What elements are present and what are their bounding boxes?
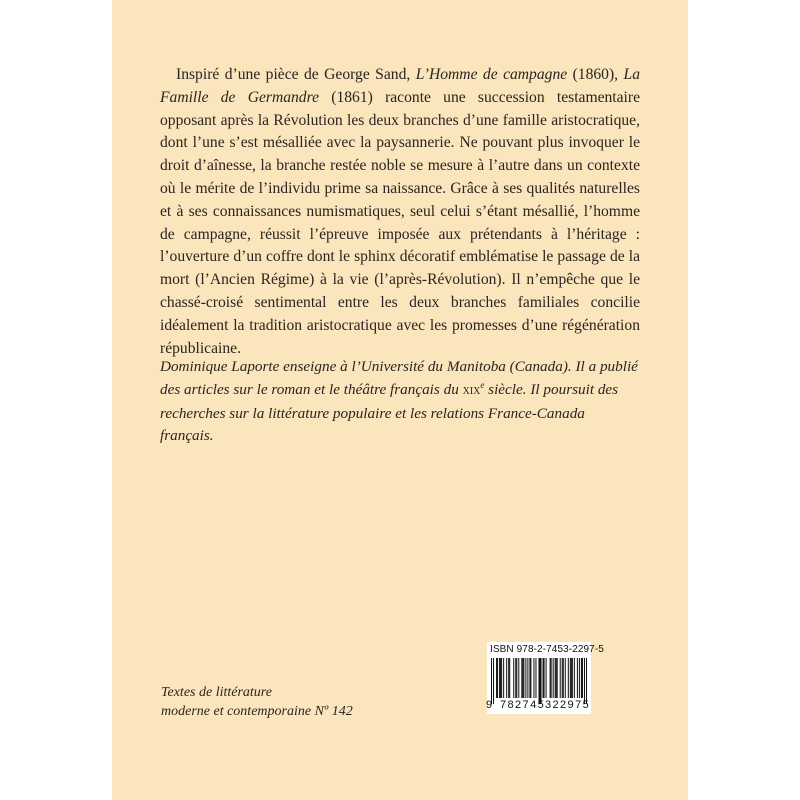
barcode-bar (525, 658, 526, 698)
barcode-bar (533, 658, 534, 698)
barcode-bar (543, 658, 544, 698)
barcode-bar (538, 658, 539, 704)
barcode-bar (582, 658, 583, 698)
isbn-label: ISBN 978-2-7453-2297-5 (490, 644, 604, 655)
barcode-bar (579, 658, 580, 698)
barcode-bar (586, 658, 587, 704)
barcode-bar (491, 658, 492, 704)
barcode-bar (493, 658, 494, 704)
barcode-digit-first: 9 (486, 699, 493, 711)
barcode-bar (581, 658, 582, 698)
barcode-bar (572, 658, 573, 698)
series-line-2: moderne et contemporaine Nº 142 (161, 704, 353, 720)
barcode-bar (523, 658, 524, 698)
barcode-bar (509, 658, 510, 698)
barcode-bar (529, 658, 530, 698)
barcode-bar (527, 658, 528, 698)
blurb-text-2: (1860), (567, 66, 624, 83)
barcode-bar (501, 658, 502, 698)
barcode-bar (551, 658, 552, 698)
blurb-title-1: L’Homme de campagne (415, 66, 568, 83)
blurb-title-2: La Famille de Germandre (160, 66, 640, 106)
author-bio-text-1: Dominique Laporte enseigne à l’Université du Manitoba (Canada). Il a publié des articles sur le roman et le théâtre français du (160, 358, 638, 398)
barcode-bar (513, 658, 514, 698)
series-title (161, 683, 421, 722)
barcode-bar (535, 658, 536, 698)
barcode-bar (544, 658, 545, 698)
barcode-bar (521, 658, 522, 698)
barcode-bar (562, 658, 563, 698)
barcode-bar (557, 658, 558, 698)
century-numeral: xix (462, 382, 481, 398)
barcode-bar (546, 658, 547, 698)
barcode-bar (555, 658, 556, 698)
barcode-bar (565, 658, 566, 698)
barcode-bar (518, 658, 519, 698)
barcode-bar (516, 658, 517, 698)
barcode-bar (560, 658, 561, 698)
barcode-bar (584, 658, 585, 704)
barcode-bar (497, 658, 498, 698)
barcode-icon (491, 658, 587, 704)
barcode-bar (556, 658, 557, 698)
barcode-bar (574, 658, 575, 698)
barcode-bar (530, 658, 531, 698)
blurb-text-1: Inspiré d’une pièce de George Sand, (176, 66, 416, 83)
barcode-bar (508, 658, 509, 698)
barcode-bar (499, 658, 500, 698)
barcode-digits-right: 322975 (545, 699, 591, 711)
blurb-text-3: (1861) raconte une succession testamentaire opposant après la Révolution les deux branches d’une famille aristocratique, dont l’une s’est mésalliée avec la paysannerie. Ne pouvant plus invoquer le droit d’aînesse, la branche restée noble se mesure à l’autre dans un contexte où le mérite de l’individu prime sa naissance. Grâce à ses qualités naturelles et à ses connaissances numismatiques, seul celui s’étant mésallié, l’homme de campagne, réussit l’épreuve imposée aux prétendants à l’héritage : l’ouverture d’un coffre dont le sphinx décoratif emblématise le passage de la mort (l’Ancien Régime) à la vie (l’après-Révolution). Il n’empêche que le chassé-croisé sentimental entre les deux branches familiales concilie idéalement la tradition aristocratique avec les promesses d’une régénération républicaine. (160, 88, 640, 357)
author-bio (160, 356, 640, 448)
barcode-bar (570, 658, 571, 698)
barcode-bar (522, 658, 523, 698)
barcode-bar (541, 658, 542, 704)
century-superscript: e (480, 379, 485, 390)
barcode-bar (553, 658, 554, 698)
author-bio-text-2: siècle. Il poursuit des recherches sur la littérature populaire et les relations France-Canada français. (160, 380, 619, 445)
barcode-bar (571, 658, 572, 698)
barcode-bar (506, 658, 507, 698)
barcode-digits-left: 782745 (500, 699, 546, 711)
barcode-bar (500, 658, 501, 698)
barcode-bar (496, 658, 497, 698)
barcode-bar (540, 658, 541, 704)
series-line-1: Textes de littérature (161, 685, 272, 700)
blurb-paragraph (160, 64, 640, 360)
barcode-bar (568, 658, 569, 698)
barcode-bar (577, 658, 578, 698)
barcode-bar (563, 658, 564, 698)
barcode-bar (503, 658, 504, 698)
barcode-bar (550, 658, 551, 698)
barcode-bar (515, 658, 516, 698)
